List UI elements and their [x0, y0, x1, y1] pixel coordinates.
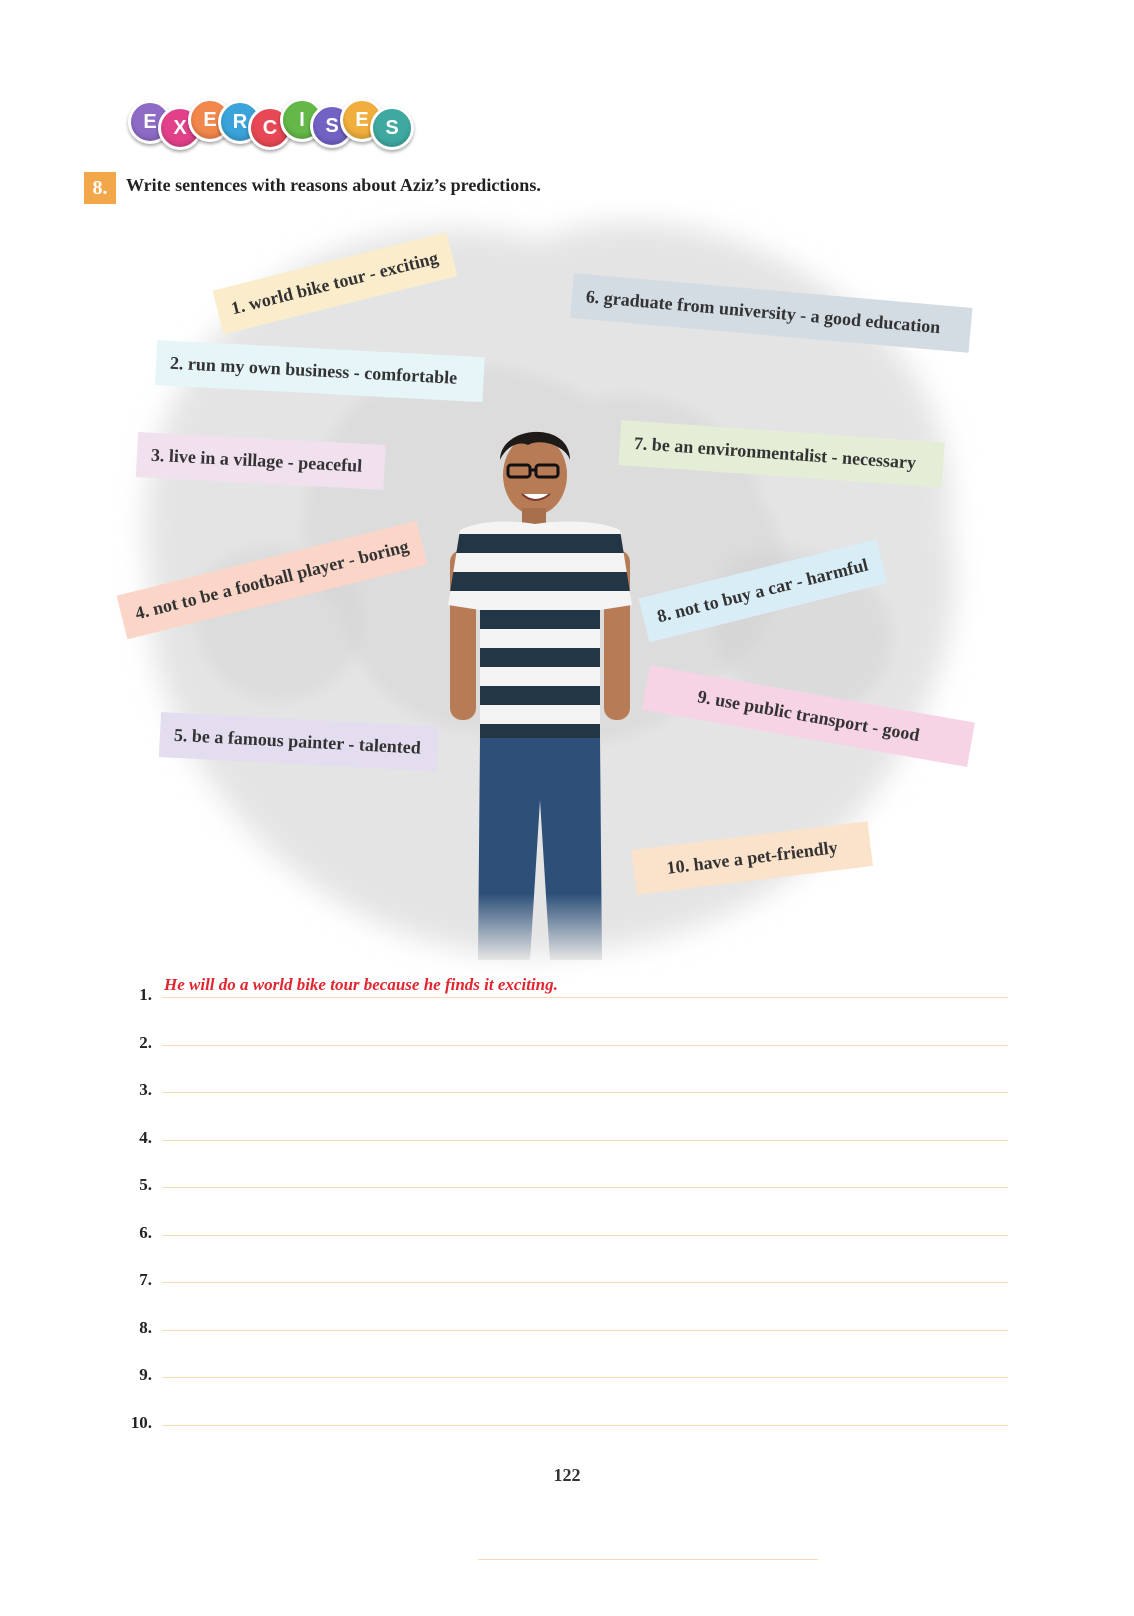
answer-row — [118, 1118, 1008, 1166]
answer-row — [118, 1070, 1008, 1118]
answer-row — [118, 1165, 1008, 1213]
prompt-strip-2: 2. run my own business - comfortable — [155, 340, 485, 402]
prompt-strip-4: 4. not to be a football player - boring — [117, 521, 428, 639]
exercises-logo — [128, 100, 418, 144]
answer-row — [118, 1308, 1008, 1356]
logo-letter: S — [370, 106, 414, 150]
answer-number: 9. — [139, 1365, 152, 1384]
answer-row — [118, 1355, 1008, 1403]
answer-row — [118, 1260, 1008, 1308]
logo-letter: S — [310, 104, 354, 148]
answer-number: 3. — [139, 1080, 152, 1099]
answer-row — [118, 1403, 1008, 1451]
prompt-strip-5: 5. be a famous painter - talented — [159, 712, 439, 771]
answer-line[interactable] — [162, 1425, 1008, 1426]
answer-number: 1. — [139, 985, 152, 1004]
answer-line[interactable] — [162, 1282, 1008, 1283]
footer-divider — [478, 1559, 818, 1560]
prompt-strip-10: 10. have a pet-friendly — [631, 821, 873, 895]
answer-line[interactable] — [162, 1187, 1008, 1188]
answer-line[interactable] — [162, 1377, 1008, 1378]
answer-row — [118, 1023, 1008, 1071]
answer-number: 8. — [139, 1317, 152, 1337]
prompt-strip-8: 8. not to buy a car - harmful — [639, 539, 887, 642]
prompt-strip-6: 6. graduate from university - a good education — [570, 273, 972, 353]
answer-text: He will do a world bike tour because he finds it exciting. — [164, 975, 558, 994]
prompt-strip-3: 3. live in a village - peaceful — [136, 432, 386, 490]
answer-line[interactable] — [162, 1045, 1008, 1046]
prompt-strip-1: 1. world bike tour - exciting — [213, 232, 457, 334]
logo-letter: I — [280, 98, 324, 142]
answer-number: 7. — [139, 1270, 152, 1289]
answer-number: 4. — [139, 1127, 152, 1147]
answer-number: 6. — [139, 1222, 152, 1242]
answer-number: 2. — [139, 1032, 152, 1052]
logo-letter: E — [188, 98, 232, 142]
prompt-strip-7: 7. be an environmentalist - necessary — [618, 420, 944, 487]
page-number: 122 — [553, 1465, 581, 1485]
exercise-instruction: Write sentences with reasons about Aziz’s predictions. — [126, 175, 541, 195]
answer-number: 5. — [139, 1175, 152, 1194]
exercise-number: 8. — [84, 172, 116, 204]
answer-line[interactable] — [162, 1330, 1008, 1331]
logo-letter: C — [248, 106, 292, 150]
person-illustration — [440, 420, 640, 960]
answer-line[interactable] — [162, 1235, 1008, 1236]
logo-letter: E — [128, 100, 172, 144]
answer-row — [118, 975, 1008, 1023]
answer-line[interactable] — [162, 1140, 1008, 1141]
logo-letter: E — [340, 98, 384, 142]
answer-number: 10. — [130, 1412, 152, 1432]
logo-letter: R — [218, 100, 262, 144]
answer-lines — [118, 975, 1008, 1450]
prompt-strip-9: 9. use public transport - good — [642, 665, 975, 767]
answer-line[interactable] — [162, 997, 1008, 998]
logo-letter: X — [158, 106, 202, 150]
answer-row — [118, 1213, 1008, 1261]
answer-line[interactable] — [162, 1092, 1008, 1093]
